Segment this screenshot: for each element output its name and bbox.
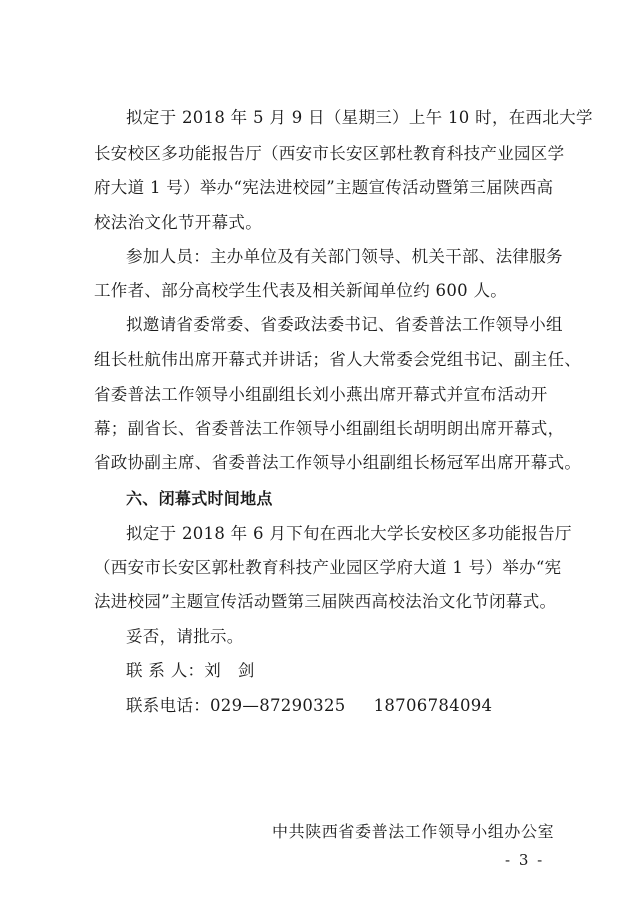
paragraph-3-line-4: 幕；副省长、省委普法工作领导小组副组长胡明朗出席开幕式， xyxy=(94,419,565,438)
issuing-office-signature: 中共陕西省委普法工作领导小组办公室 xyxy=(272,822,555,841)
paragraph-3-line-3: 省委普法工作领导小组副组长刘小燕出席开幕式并宣布活动开 xyxy=(94,385,548,404)
contact-phone xyxy=(126,696,492,716)
section-heading-6: 六、闭幕式时间地点 xyxy=(126,489,273,508)
paragraph-2-line-1: 参加人员：主办单位及有关部门领导、机关干部、法律服务 xyxy=(126,247,563,266)
contact-person: 联 系 人：刘 剑 xyxy=(126,661,255,680)
paragraph-4-line-2: （西安市长安区郭杜教育科技产业园区学府大道 1 号）举办“宪 xyxy=(94,558,562,577)
paragraph-3-line-2: 组长杜航伟出席开幕式并讲话；省人大常委会党组书记、副主任、 xyxy=(94,350,582,369)
contact-phone-2: 18706784094 xyxy=(373,696,493,715)
approval-request: 妥否，请批示。 xyxy=(126,627,244,646)
paragraph-4-line-3: 法进校园”主题宣传活动暨第三届陕西高校法治文化节闭幕式。 xyxy=(94,592,557,611)
contact-phone-label: 联系电话： xyxy=(126,696,210,715)
paragraph-3-line-1: 拟邀请省委常委、省委政法委书记、省委普法工作领导小组 xyxy=(126,315,563,334)
paragraph-1-line-3: 府大道 1 号）举办“宪法进校园”主题宣传活动暨第三届陕西高 xyxy=(94,178,554,197)
contact-phone-1: 029—87290325 xyxy=(210,696,346,715)
page-number: - 3 - xyxy=(505,851,545,869)
paragraph-1-line-2: 长安校区多功能报告厅（西安市长安区郭杜教育科技产业园区学 xyxy=(94,144,565,163)
paragraph-4-line-1: 拟定于 2018 年 6 月下旬在西北大学长安校区多功能报告厅 xyxy=(126,524,572,543)
paragraph-1-line-1: 拟定于 2018 年 5 月 9 日（星期三）上午 10 时，在西北大学 xyxy=(126,108,593,127)
paragraph-1-line-4: 校法治文化节开幕式。 xyxy=(94,213,262,232)
paragraph-2-line-2: 工作者、部分高校学生代表及相关新闻单位约 600 人。 xyxy=(94,281,508,300)
paragraph-3-line-5: 省政协副主席、省委普法工作领导小组副组长杨冠军出席开幕式。 xyxy=(94,453,582,472)
